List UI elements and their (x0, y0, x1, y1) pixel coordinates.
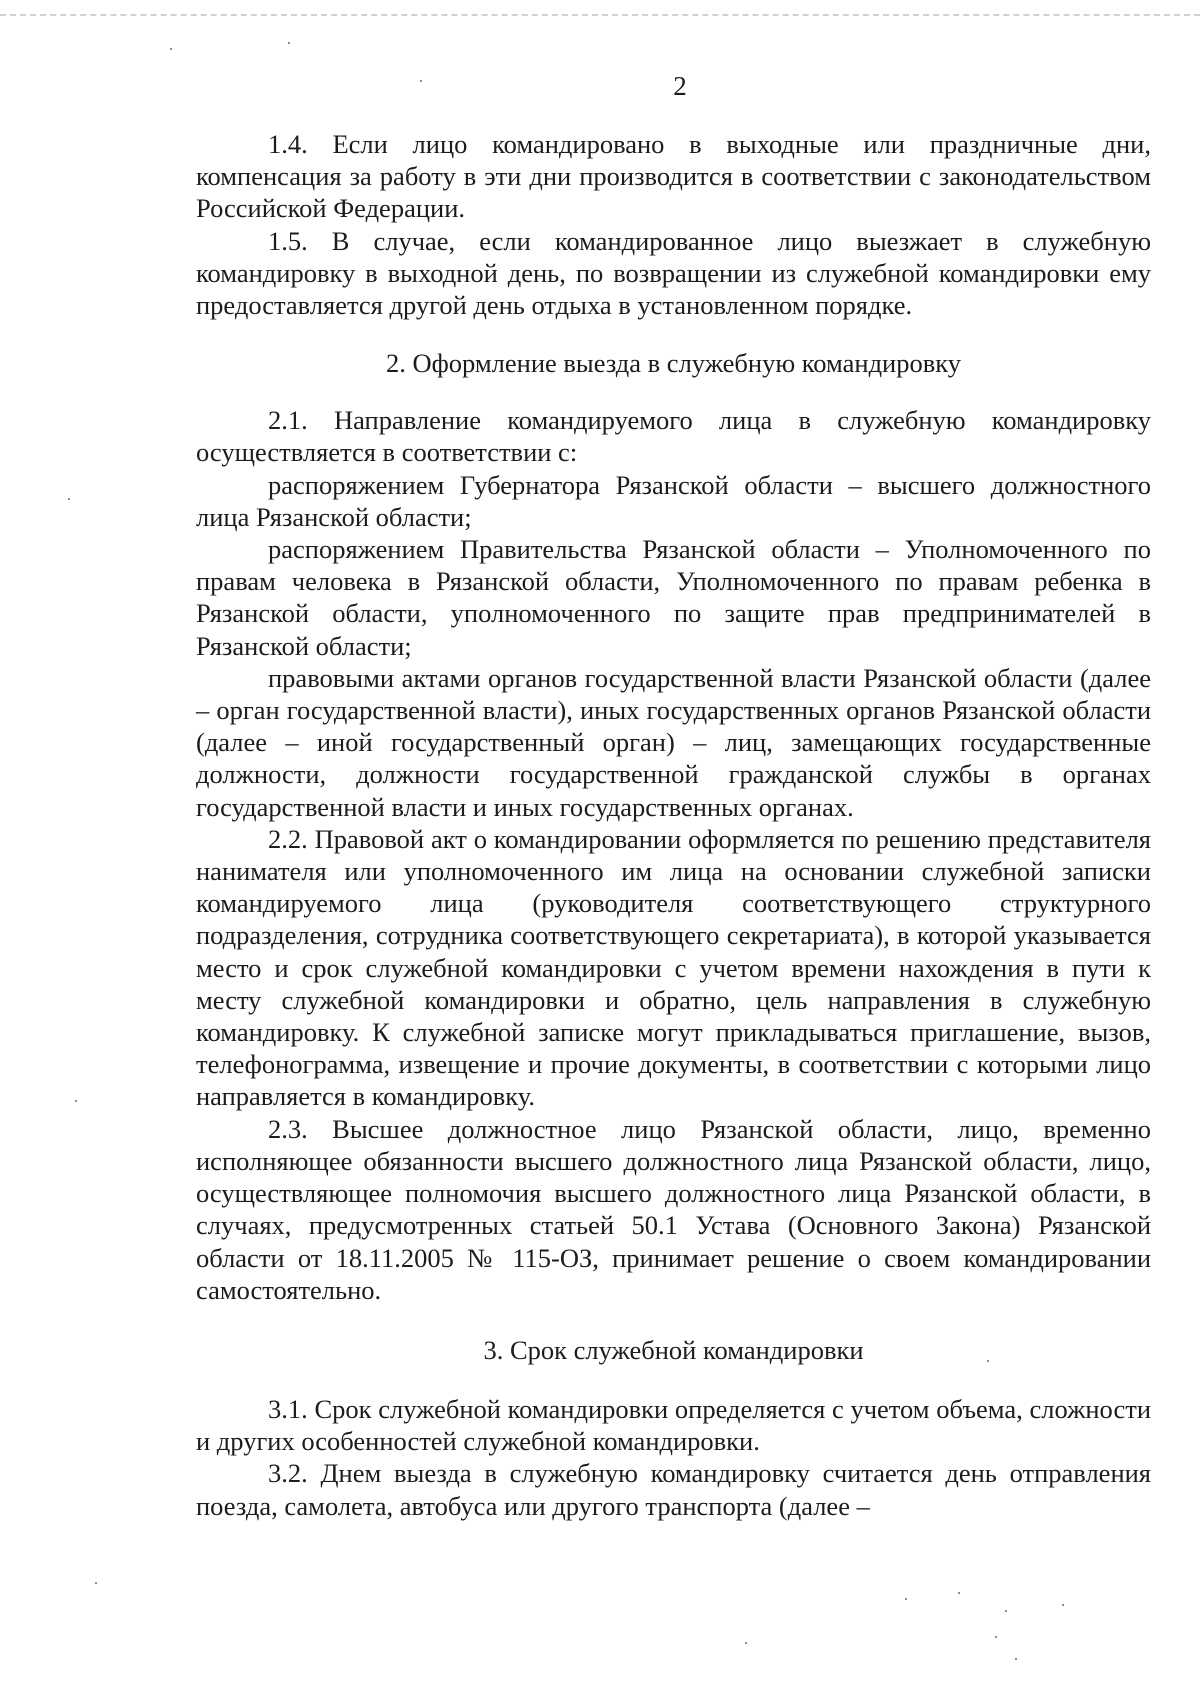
scan-speck (905, 1598, 907, 1600)
paragraph-3-2: 3.2. Днем выезда в служебную командировку считается день отправления поезда, самолета, автобуса или другого транспорта (далее – (196, 1458, 1151, 1521)
paragraph-2-3: 2.3. Высшее должностное лицо Рязанской области, лицо, временно исполняющее обязанности высшего должностного лица Рязанской области, лицо, осуществляющее полномочия высшего должностного лица Рязанской области, в случаях, предусмотренных статьей 50.1 Устава (Основного Закона) Рязанской области от 18.11.2005 № 115-ОЗ, принимает решение о своем командировании самостоятельно. (196, 1113, 1151, 1305)
scan-speck (420, 80, 422, 82)
scan-speck (958, 1592, 960, 1594)
scan-speck (1005, 1610, 1007, 1612)
document-body (196, 128, 1151, 1522)
paragraph-2-1: 2.1. Направление командируемого лица в служебную командировку осуществляется в соответствии с: (196, 405, 1151, 468)
section-2-heading: 2. Оформление выезда в служебную командировку (386, 348, 961, 379)
scan-speck (75, 1100, 77, 1102)
scan-speck (745, 1642, 747, 1644)
paragraph-2-1-legal-acts: правовыми актами органов государственной власти Рязанской области (далее – орган государственной власти), иных государственных органов Рязанской области (далее – иной государственный орган) – лиц, замещающих государственные должности, должности государственной гражданской службы в органах государственной власти и иных государственных органах. (196, 662, 1151, 822)
paragraph-2-1-governor-order: распоряжением Губернатора Рязанской области – высшего должностного лица Рязанской области; (196, 469, 1151, 532)
paragraph-2-2: 2.2. Правовой акт о командировании оформляется по решению представителя нанимателя или уполномоченного им лица на основании служебной записки командируемого лица (руководителя соответствующего структурного подразделения, сотрудника соответствующего секретариата), в которой указывается место и срок служебной командировки с учетом времени нахождения в пути к месту служебной командировки и обратно, цель направления в служебную командировку. К служебной записке могут прикладываться приглашение, вызов, телефонограмма, извещение и прочие документы, в соответствии с которыми лицо направляется в командировку. (196, 823, 1151, 1112)
paragraph-1-5: 1.5. В случае, если командированное лицо выезжает в служебную командировку в выходной день, по возвращении из служебной командировки ему предоставляется другой день отдыха в установленном порядке. (196, 225, 1151, 321)
scan-speck (995, 1636, 997, 1638)
paragraph-3-1: 3.1. Срок служебной командировки определяется с учетом объема, сложности и других особенностей служебной командировки. (196, 1393, 1151, 1457)
paragraph-2-1-government-order: распоряжением Правительства Рязанской области – Уполномоченного по правам человека в Рязанской области, Уполномоченного по правам ребенка в Рязанской области, уполномоченного по защите прав предпринимателей в Рязанской области; (196, 534, 1151, 661)
page-number: 2 (673, 71, 687, 101)
scan-speck (987, 1360, 989, 1362)
paragraph-1-4: 1.4. Если лицо командировано в выходные или праздничные дни, компенсация за работу в эти дни производится в соответствии с законодательством Российской Федерации. (196, 129, 1151, 224)
scan-edge-artifact (0, 14, 1200, 19)
scan-speck (95, 1582, 97, 1584)
scan-speck (1062, 1604, 1064, 1606)
scan-speck (1015, 1658, 1017, 1660)
scan-speck (68, 498, 70, 500)
scan-speck (170, 48, 172, 50)
section-3-heading: 3. Срок служебной командировки (483, 1334, 864, 1365)
scan-speck (288, 42, 290, 44)
